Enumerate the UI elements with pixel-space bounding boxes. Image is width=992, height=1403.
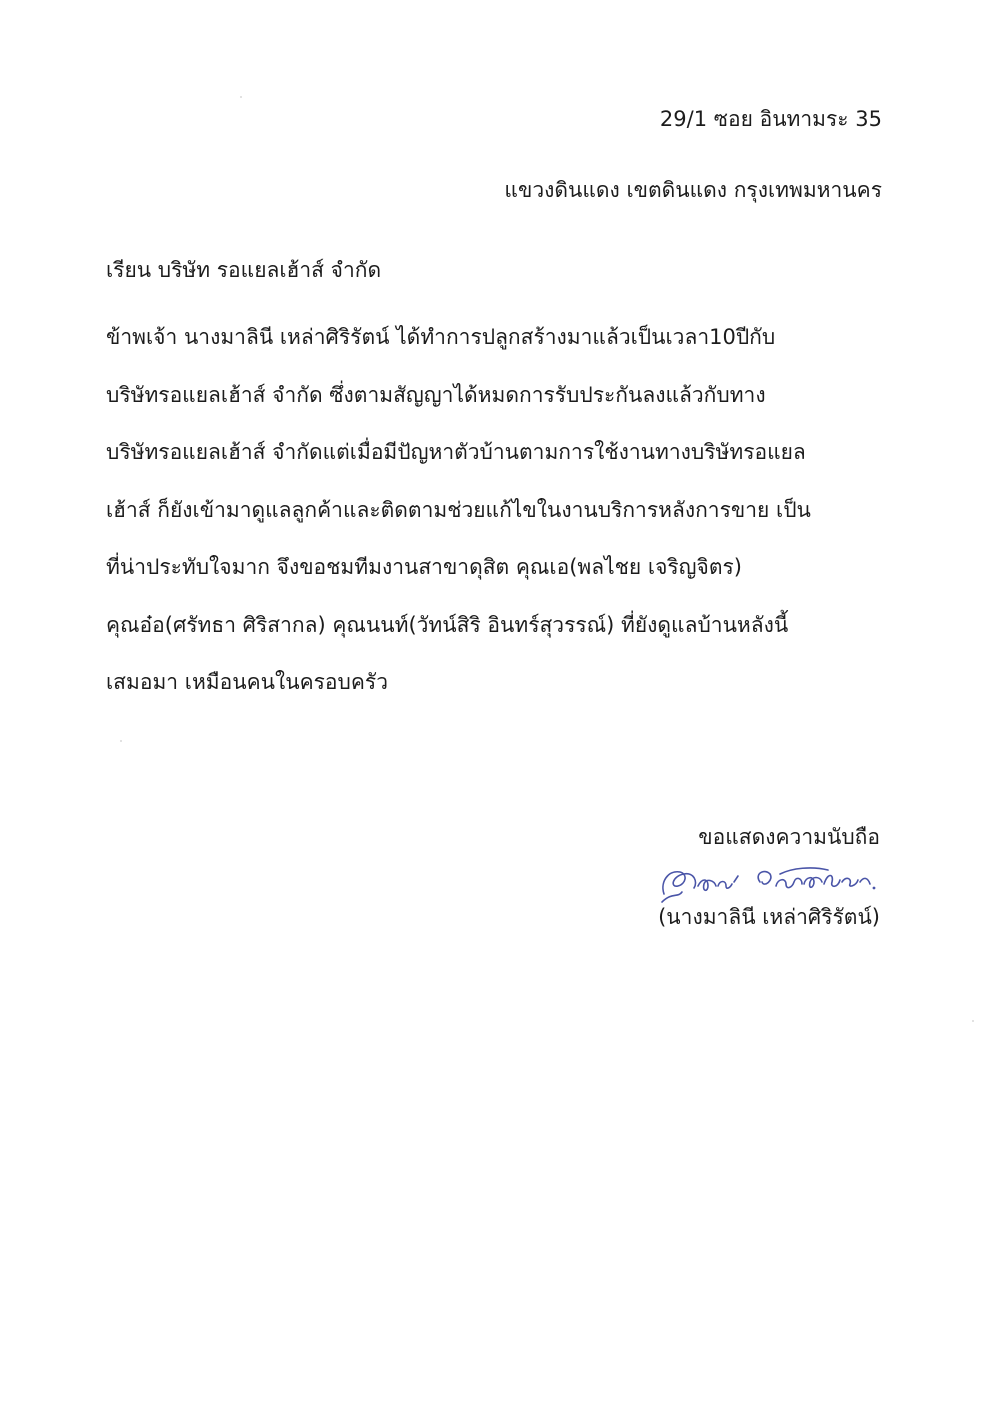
body-line: ที่น่าประทับใจมาก จึงขอชมทีมงานสาขาดุสิต คุณเอ(พลไชย เจริญจิตร) xyxy=(106,555,742,579)
sender-address-line-2: แขวงดินแดง เขตดินแดง กรุงเทพมหานคร xyxy=(504,178,882,202)
letter-body xyxy=(106,322,906,725)
scan-speck xyxy=(120,740,122,742)
salutation: เรียน บริษัท รอแยลเฮ้าส์ จำกัด xyxy=(106,258,382,282)
sender-address-line-1: 29/1 ซอย อินทามระ 35 xyxy=(659,107,882,131)
body-line: ข้าพเจ้า นางมาลินี เหล่าศิริรัตน์ ได้ทำการปลูกสร้างมาแล้วเป็นเวลา10ปีกับ xyxy=(106,325,776,349)
body-line: คุณอ๋อ(ศรัทธา ศิริสากล) คุณนนท์(วัทน์สิริ อินทร์สุวรรณ์) ที่ยังดูแลบ้านหลังนี้ xyxy=(106,612,789,637)
signer-name: (นางมาลินี เหล่าศิริรัตน์) xyxy=(658,905,880,929)
body-line: บริษัทรอแยลเฮ้าส์ จำกัดแต่เมื่อมีปัญหาตัวบ้านตามการใช้งานทางบริษัทรอแยล xyxy=(106,440,806,464)
body-line: บริษัทรอแยลเฮ้าส์ จำกัด ซึ่งตามสัญญาได้หมดการรับประกันลงแล้วกับทาง xyxy=(106,382,766,407)
scan-speck xyxy=(240,96,242,98)
closing-phrase: ขอแสดงความนับถือ xyxy=(698,825,880,849)
body-line: เสมอมา เหมือนคนในครอบครัว xyxy=(106,670,388,694)
scan-speck xyxy=(972,1020,974,1022)
body-line: เฮ้าส์ ก็ยังเข้ามาดูแลลูกค้าและติดตามช่วยแก้ไขในงานบริการหลังการขาย เป็น xyxy=(106,497,811,522)
